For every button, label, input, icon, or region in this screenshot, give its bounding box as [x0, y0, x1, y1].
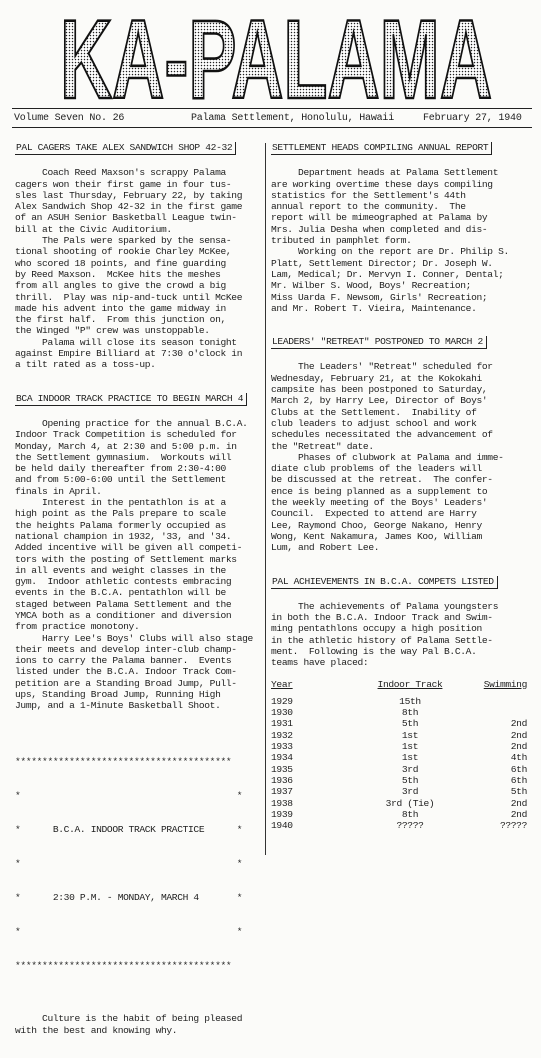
text-line: ment. Following is the way Pal B.C.A. [271, 645, 477, 657]
masthead-text: KA-PALAMA [60, 4, 492, 106]
text-line: Wednesday, February 21, at the Kokokahi [271, 372, 482, 384]
text-line: Jump, and a 1-Minute Basketball Shoot. [15, 700, 221, 712]
table-cell-track: 3rd [401, 763, 419, 775]
text-line: from practice monotony. [15, 621, 140, 633]
text-line: the Settlement gymnasium. Workouts will [15, 451, 232, 463]
text-line: of an ASUH Senior Basketball League twin- [15, 212, 237, 224]
article-headline: BCA INDOOR TRACK PRACTICE TO BEGIN MARCH 4 [15, 393, 247, 406]
text-line: Alex Sandwich Shop 42-32 in the first game [15, 201, 243, 213]
table-row [271, 730, 527, 741]
table-cell-swimming [469, 707, 527, 718]
text-line: finals in April. [15, 485, 102, 497]
text-line: Added incentive will be given all competi- [15, 542, 243, 554]
text-line: made his advent into the game midway in [15, 302, 226, 314]
table-cell-year: 1933 [271, 741, 293, 753]
article-headline: SETTLEMENT HEADS COMPILING ANNUAL REPORT [271, 142, 492, 155]
table-cell-swimming [469, 696, 527, 707]
table-cell-swimming: 6th [510, 763, 527, 775]
table-cell-swimming: 2nd [510, 729, 527, 741]
left-column [15, 142, 264, 1058]
text-line: Lam, Medical; Dr. Mervyn I. Conner, Dental; [271, 268, 504, 280]
notice-blank: * * [15, 790, 243, 802]
article [15, 393, 264, 712]
text-line: and from 5:00-6:00 until the Settlement [15, 474, 226, 486]
text-line: annual report to the community. The [271, 201, 466, 213]
table-cell-swimming: 4th [510, 752, 527, 764]
article-headline: PAL ACHIEVEMENTS IN B.C.A. COMPETS LISTED [271, 576, 498, 589]
table-header-track: Indoor Track [377, 678, 443, 690]
text-line: Clubs at the Settlement. Inability of [271, 406, 477, 418]
text-line: statistics for the Settlement's 44th [271, 189, 466, 201]
text-line: by Reed Maxson. McKee hits the meshes [15, 268, 221, 280]
text-line: The Pals were sparked by the sensa- [15, 235, 232, 247]
article-body [15, 418, 264, 712]
table-cell-track: 8th [401, 808, 419, 820]
text-line: Wong, Kent Nakamura, James Koo, William [271, 530, 482, 542]
text-line: in the athletic history of Palama Settle- [271, 634, 493, 646]
text-line: campsite has been postponed to Saturday, [271, 384, 488, 396]
article [271, 142, 527, 314]
table-row [271, 798, 527, 809]
notice-box [15, 734, 264, 994]
table-cell-year: 1931 [271, 718, 293, 730]
table-cell-year: 1934 [271, 752, 293, 764]
text-line: sles last Thursday, February 22, by taking [15, 189, 243, 201]
text-line: Interest in the pentathlon is at a [15, 497, 226, 509]
text-line: who scored 18 points, and fine guarding [15, 257, 226, 269]
text-line: Miss Uarda F. Newsom, Girls' Recreation; [271, 291, 488, 303]
table-cell-year: 1932 [271, 729, 293, 741]
text-line: Mr. Wilber S. Wood, Boys' Recreation; [271, 280, 472, 292]
text-line: staged between Palama Settlement and the [15, 598, 232, 610]
text-line: the first half. From this junction on, [15, 314, 226, 326]
text-line: thrill. Play was nip-and-tuck until McKee [15, 291, 243, 303]
table-cell-track: 15th [399, 695, 421, 707]
top-rule [12, 108, 532, 109]
text-line: Lee, Raymond Choo, George Nakano, Henry [271, 519, 482, 531]
text-line: Coach Reed Maxson's scrappy Palama [15, 167, 226, 179]
text-line: Monday, March 4, at 2:30 and 5:00 p.m. in [15, 440, 237, 452]
text-line: Indoor Track Competition is scheduled for [15, 429, 237, 441]
table-cell-year: 1935 [271, 763, 293, 775]
text-line: Council. Expected to attend are Harry [271, 508, 477, 520]
text-line: ups, Standing Broad Jump, Running High [15, 689, 221, 701]
article-headline: PAL CAGERS TAKE ALEX SANDWICH SHOP 42-32 [15, 142, 236, 155]
masthead-title [56, 4, 496, 106]
table-row [271, 752, 527, 763]
text-line: Phases of clubwork at Palama and imme- [271, 451, 504, 463]
text-line: cagers won their first game in four tus- [15, 178, 232, 190]
text-line: petition are a Standing Broad Jump, Pull- [15, 677, 237, 689]
text-line: their meets and develop inter-club champ- [15, 643, 237, 655]
table-cell-track: 5th [401, 718, 419, 730]
article [271, 576, 527, 832]
text-line: Department heads at Palama Settlement [271, 167, 499, 179]
text-line: schedules necessitated the advancement of [271, 429, 493, 441]
table-row [271, 764, 527, 775]
table-header-swimming: Swimming [483, 678, 527, 690]
text-line: tional shooting of rookie Charley McKee, [15, 246, 232, 258]
table-cell-track: 3rd [401, 786, 419, 798]
results-table [271, 696, 527, 832]
text-line: are working overtime these days compiling [271, 178, 493, 190]
text-line: national champion in 1932, '33, and '34. [15, 530, 232, 542]
article-headline: LEADERS' "RETREAT" POSTPONED TO MARCH 2 [271, 336, 487, 349]
table-cell-track: ????? [396, 820, 424, 832]
text-line: bill at the Civic Auditorium. [15, 223, 172, 235]
text-line: The Leaders' "Retreat" scheduled for [271, 361, 493, 373]
text-line: with the best and knowing why. [15, 1024, 178, 1036]
table-row [271, 707, 527, 718]
table-row [271, 775, 527, 786]
text-line: the weekly meeting of the Boys' Leaders' [271, 497, 488, 509]
text-line: the Winged "P" crew was unstoppable. [15, 325, 210, 337]
table-cell-swimming: 2nd [510, 797, 527, 809]
table-cell-year: 1940 [271, 820, 293, 832]
text-line: against Empire Billiard at 7:30 o'clock in [15, 348, 243, 360]
text-line: The achievements of Palama youngsters [271, 600, 499, 612]
table-row [271, 809, 527, 820]
text-line: in both the B.C.A. Indoor Track and Swim- [271, 612, 493, 624]
table-cell-swimming: ????? [499, 820, 527, 832]
text-line: diate club problems of the leaders will [271, 463, 482, 475]
text-line: be held daily thereafter from 2:30-4:00 [15, 463, 226, 475]
text-line: the "Retreat" date. [271, 440, 374, 452]
text-line: high point as the Pals prepare to scale [15, 508, 226, 520]
text-line: ence is being planned as a supplement to [271, 485, 488, 497]
text-line: Harry Lee's Boys' Clubs will also stage [15, 632, 253, 644]
text-line: ions to carry the Palama banner. Events [15, 655, 232, 667]
article [15, 142, 264, 371]
text-line: Working on the report are Dr. Philip S. [271, 246, 509, 258]
publisher-location: Palama Settlement, Honolulu, Hawaii [191, 113, 395, 124]
text-line: Mrs. Julia Desha when completed and dis- [271, 223, 488, 235]
table-cell-track: 5th [401, 774, 419, 786]
table-cell-swimming: 2nd [510, 718, 527, 730]
table-cell-year: 1930 [271, 707, 293, 719]
notice-blank: * * [15, 925, 243, 937]
notice-line: * 2:30 P.M. - MONDAY, MARCH 4 * [15, 891, 243, 903]
text-line: events in the B.C.A. pentathlon will be [15, 587, 226, 599]
table-cell-track: 3rd (Tie) [385, 797, 435, 809]
table-cell-year: 1936 [271, 774, 293, 786]
table-cell-track: 1st [401, 741, 419, 753]
text-line: in all events and weight classes in the [15, 564, 226, 576]
table-cell-swimming: 2nd [510, 808, 527, 820]
text-line: tors with the posting of Settlement marks [15, 553, 237, 565]
right-column [271, 142, 527, 831]
text-line: a tilt rated as a toss-up. [15, 359, 156, 371]
text-line: Palama will close its season tonight [15, 336, 237, 348]
notice-blank: * * [15, 857, 243, 869]
table-cell-year: 1937 [271, 786, 293, 798]
table-header-year: Year [271, 678, 293, 690]
text-line: YMCA both as a conditioner and diversion [15, 609, 232, 621]
table-cell-track: 1st [401, 729, 419, 741]
table-row [271, 696, 527, 707]
text-line: the heights Palama formerly occupied as [15, 519, 226, 531]
table-cell-track: 1st [401, 752, 419, 764]
article-body [15, 167, 264, 370]
closing-quote [15, 1013, 264, 1036]
notice-border: **************************************** [15, 756, 232, 768]
issue-date: February 27, 1940 [423, 113, 522, 124]
table-cell-swimming: 2nd [510, 741, 527, 753]
article [271, 336, 527, 553]
table-row [271, 741, 527, 752]
article-body [271, 361, 527, 553]
text-line: ming pentathlons occupy a high position [271, 623, 482, 635]
table-cell-swimming: 6th [510, 774, 527, 786]
table-row [271, 786, 527, 797]
text-line: gym. Indoor athletic contests embracing [15, 576, 232, 588]
bottom-rule [12, 127, 532, 128]
text-line: report will be mimeographed at Palama by [271, 212, 488, 224]
table-row [271, 718, 527, 729]
text-line: be discussed at the retreat. The confer- [271, 474, 493, 486]
notice-line: * B.C.A. INDOOR TRACK PRACTICE * [15, 824, 243, 836]
volume-number: Volume Seven No. 26 [14, 113, 125, 124]
text-line: from all angles to give the crowd a big [15, 280, 226, 292]
table-cell-year: 1929 [271, 695, 293, 707]
table-header [271, 679, 527, 690]
text-line: March 2, by Harry Lee, Director of Boys' [271, 395, 488, 407]
issue-info-bar [14, 112, 532, 125]
table-row [271, 820, 527, 831]
text-line: listed under the B.C.A. Indoor Track Com- [15, 666, 237, 678]
text-line: tributed in pamphlet form. [271, 235, 412, 247]
article-body [271, 167, 527, 314]
article-body [271, 601, 527, 669]
table-cell-year: 1939 [271, 808, 293, 820]
text-line: club leaders to adjust school and work [271, 417, 477, 429]
table-cell-year: 1938 [271, 797, 293, 809]
text-line: Platt, Settlement Director; Dr. Joseph W. [271, 257, 493, 269]
text-line: Opening practice for the annual B.C.A. [15, 417, 248, 429]
text-line: teams have placed: [271, 657, 369, 669]
table-cell-track: 8th [401, 707, 419, 719]
notice-border: **************************************** [15, 959, 232, 971]
text-line: and Mr. Robert T. Vieira, Maintenance. [271, 302, 477, 314]
column-divider [265, 143, 266, 855]
text-line: Culture is the habit of being pleased [15, 1013, 243, 1025]
text-line: Lum, and Robert Lee. [271, 542, 380, 554]
table-cell-swimming: 5th [510, 786, 527, 798]
